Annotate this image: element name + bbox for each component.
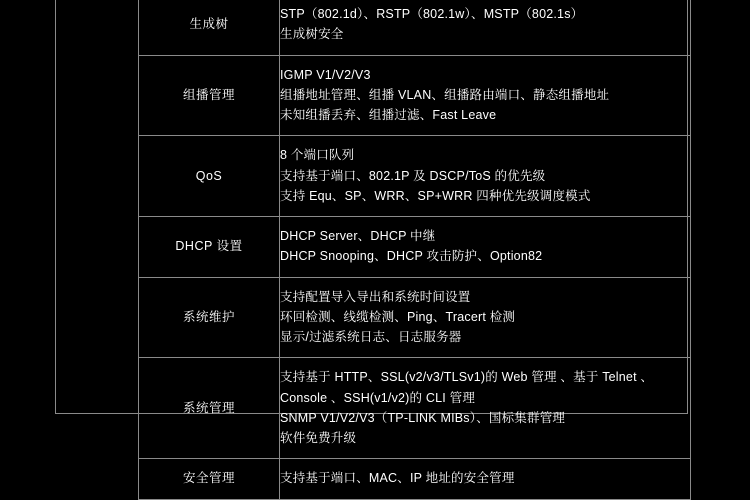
value-line: DHCP Snooping、DHCP 攻击防护、Option82 bbox=[280, 249, 543, 264]
table-body bbox=[139, 0, 691, 499]
row-value bbox=[280, 55, 691, 136]
table-row bbox=[139, 217, 691, 278]
row-value bbox=[280, 217, 691, 278]
value-line: IGMP V1/V2/V3 bbox=[280, 67, 371, 82]
value-line: 软件免费升级 bbox=[280, 431, 357, 445]
value-line: 支持基于端口、802.1P 及 DSCP/ToS 的优先级 bbox=[280, 168, 546, 183]
row-label: 系统维护 bbox=[139, 277, 280, 358]
table-row bbox=[139, 277, 691, 358]
value-line: 组播地址管理、组播 VLAN、组播路由端口、静态组播地址 bbox=[280, 87, 610, 102]
row-label: DHCP 设置 bbox=[139, 217, 280, 278]
value-line: 显示/过滤系统日志、日志服务器 bbox=[280, 330, 462, 344]
row-value bbox=[280, 277, 691, 358]
row-label: 组播管理 bbox=[139, 55, 280, 136]
value-line: 环回检测、线缆检测、Ping、Tracert 检测 bbox=[280, 309, 516, 324]
value-line: DHCP Server、DHCP 中继 bbox=[280, 229, 436, 243]
row-value bbox=[280, 459, 691, 499]
value-line: Console 、SSH(v1/v2)的 CLI 管理 bbox=[280, 390, 476, 405]
row-label: 安全管理 bbox=[139, 459, 280, 499]
value-line: 未知组播丢弃、组播过滤、Fast Leave bbox=[280, 108, 497, 122]
row-value bbox=[280, 136, 691, 217]
value-line: SNMP V1/V2/V3（TP-LINK MIBs）、国标集群管理 bbox=[280, 410, 566, 425]
value-line: STP（802.1d）、RSTP（802.1w）、MSTP（802.1s） bbox=[280, 7, 584, 21]
value-line: 支持基于端口、MAC、IP 地址的安全管理 bbox=[280, 471, 515, 486]
value-line: 生成树安全 bbox=[280, 27, 344, 42]
row-label: 生成树 bbox=[139, 0, 280, 55]
table-row bbox=[139, 0, 691, 55]
table-row bbox=[139, 358, 691, 459]
value-line: 支持配置导入导出和系统时间设置 bbox=[280, 289, 471, 304]
value-line: 8 个端口队列 bbox=[280, 148, 355, 163]
value-line: 支持基于 HTTP、SSL(v2/v3/TLSv1)的 Web 管理 、基于 Telnet 、 bbox=[280, 370, 654, 385]
row-value bbox=[280, 0, 691, 55]
row-label: QoS bbox=[139, 136, 280, 217]
table-row bbox=[139, 55, 691, 136]
row-value bbox=[280, 358, 691, 459]
value-line: 支持 Equ、SP、WRR、SP+WRR 四种优先级调度模式 bbox=[280, 188, 591, 203]
table-row bbox=[139, 136, 691, 217]
row-label: 系统管理 bbox=[139, 358, 280, 459]
table-row bbox=[139, 459, 691, 499]
specification-table bbox=[138, 0, 691, 500]
